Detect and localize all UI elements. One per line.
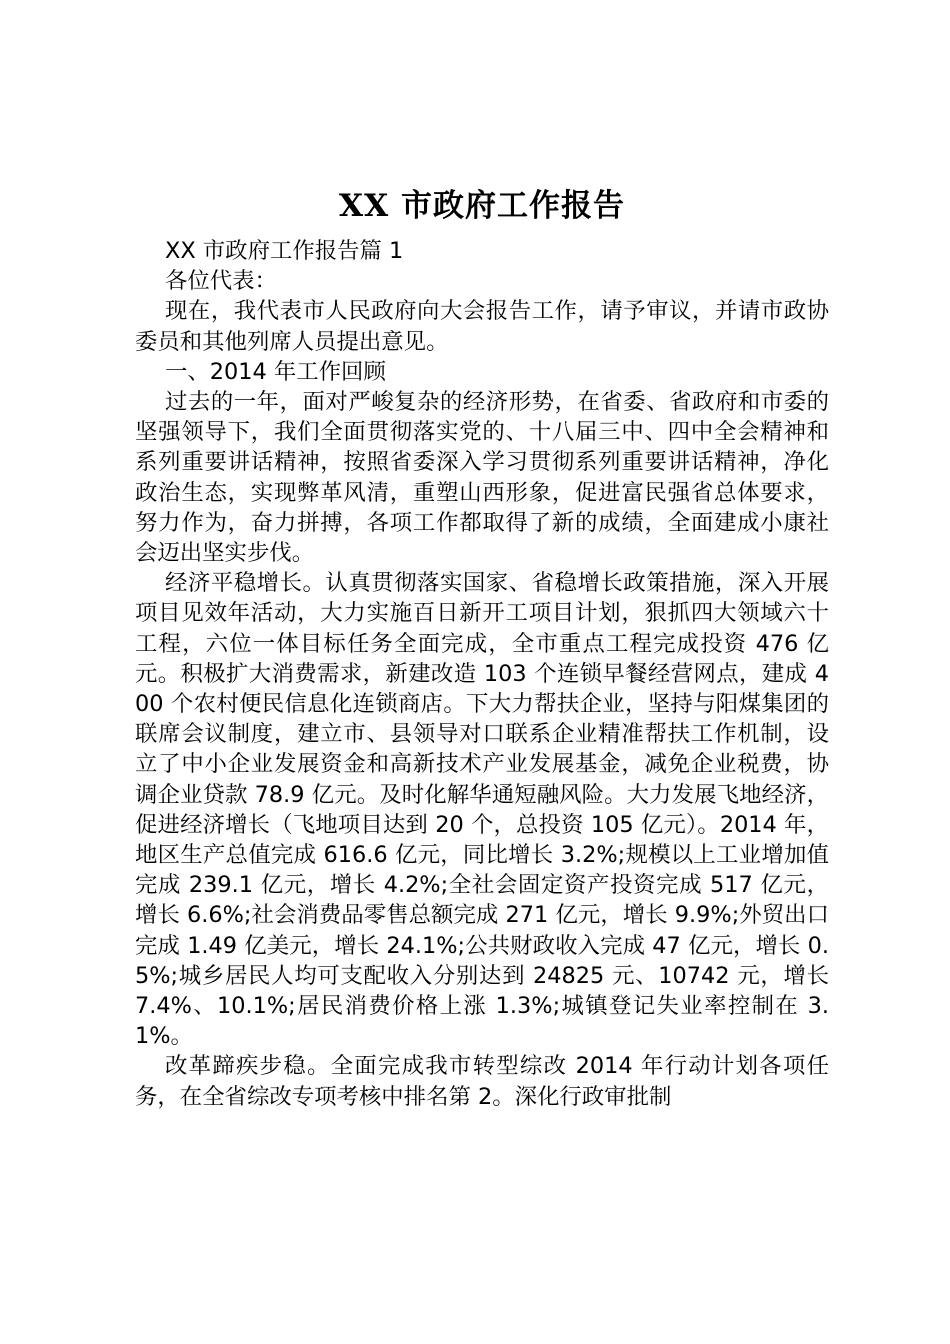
document-title: XX 市政府工作报告: [339, 188, 625, 224]
document-page: [135, 186, 829, 1112]
salutation: 各位代表：: [165, 268, 277, 295]
reform-paragraph: 改革蹄疾步稳。全面完成我市转型综改 2014 年行动计划各项任务，在全省综改专项考核中排名第 2。深化行政审批制: [135, 1053, 829, 1110]
section-heading: 一、2014 年工作回顾: [165, 358, 386, 385]
economy-paragraph: 经济平稳增长。认真贯彻落实国家、省稳增长政策措施，深入开展项目见效年活动，大力实施百日新开工项目计划，狠抓四大领域六十工程，六位一体目标任务全面完成，全市重点工程完成投资 476 亿元。积极扩大消费需求，新建改造 103 个连锁早餐经营网点，建成 400 个农村便民信息化连锁商店。下大力帮扶企业，坚持与阳煤集团的联席会议制度，建立市、县领导对口联系企业精准帮扶工作机制，设立了中小企业发展资金和高新技术产业发展基金，减免企业税费，协调企业贷款 78.9 亿元。及时化解华通短融风险。大力发展飞地经济，促进经济增长（飞地项目达到 20 个，总投资 105 亿元）。2014 年，地区生产总值完成 616.6 亿元，同比增长 3.2%;规模以上工业增加值完成 239.1 亿元，增长 4.2%;全社会固定资产投资完成 517 亿元，增长 6.6%;社会消费品零售总额完成 271 亿元，增长 9.9%;外贸出口完成 1.49 亿美元，增长 24.1%;公共财政收入完成 47 亿元，增长 0.5%;城乡居民人均可支配收入分别达到 24825 元、10742 元，增长 7.4%、10.1%;居民消费价格上涨 1.3%;城镇登记失业率控制在 3.1%。: [135, 570, 829, 1050]
report-subtitle: XX 市政府工作报告篇 1: [165, 238, 404, 264]
intro-paragraph: 现在，我代表市人民政府向大会报告工作，请予审议，并请市政协委员和其他列席人员提出意见。: [135, 298, 829, 355]
review-paragraph: 过去的一年，面对严峻复杂的经济形势，在省委、省政府和市委的坚强领导下，我们全面贯彻落实党的、十八届三中、四中全会精神和系列重要讲话精神，按照省委深入学习贯彻系列重要讲话精神，净化政治生态，实现弊革风清，重塑山西形象，促进富民强省总体要求，努力作为，奋力拼搏，各项工作都取得了新的成绩，全面建成小康社会迈出坚实步伐。: [135, 389, 829, 567]
